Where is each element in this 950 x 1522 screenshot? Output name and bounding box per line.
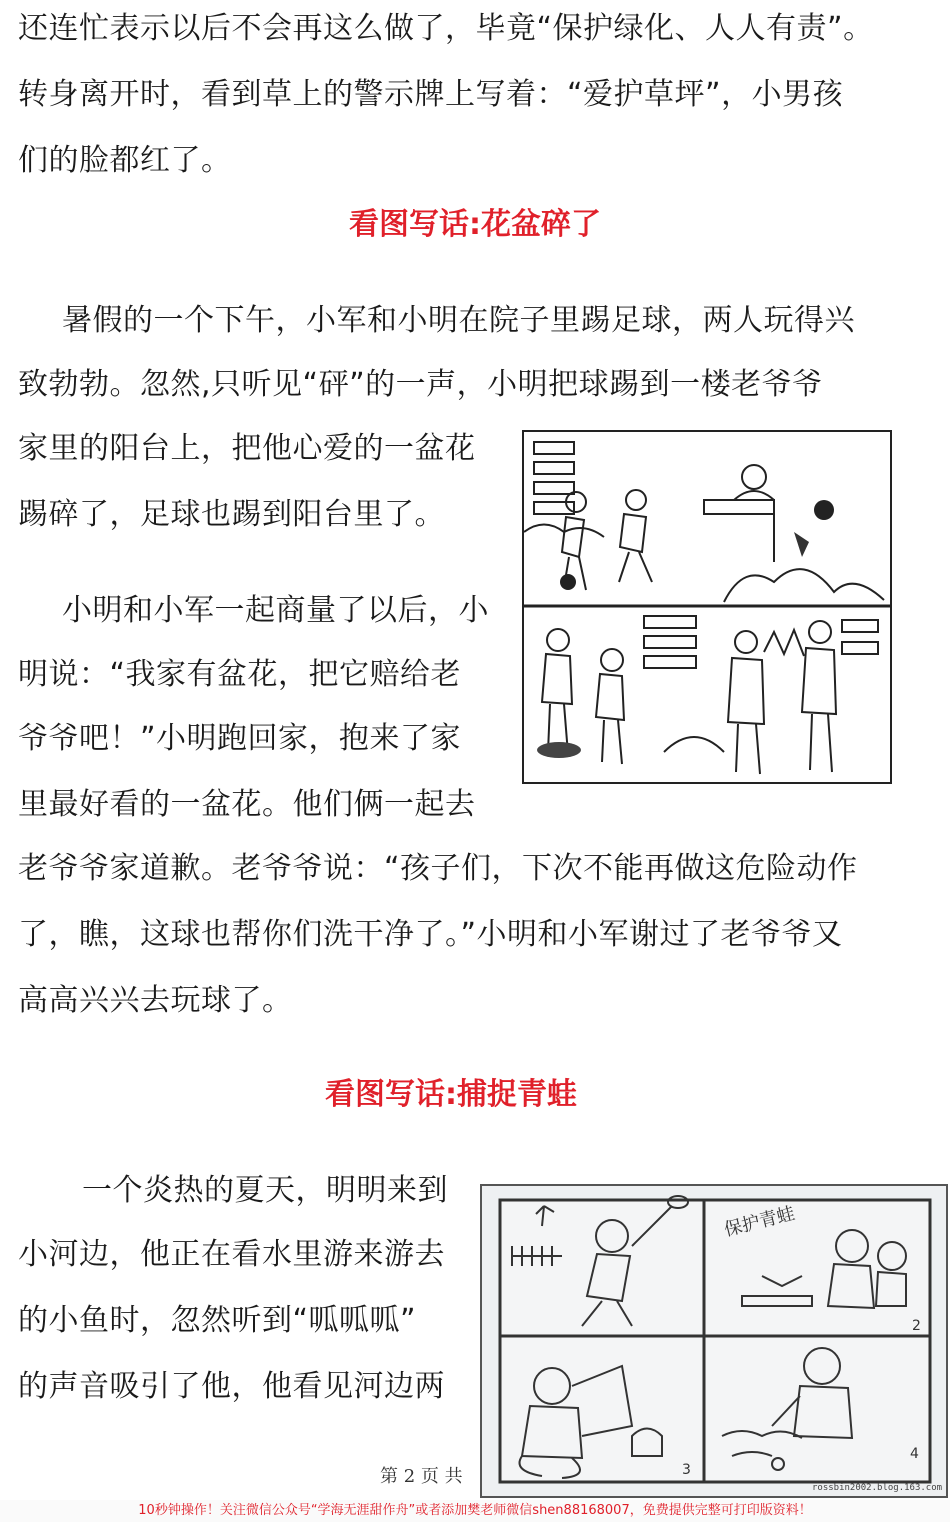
story1-line: 家里的阳台上，把他心爱的一盆花 [18,431,476,466]
promo-banner: 10秒钟操作！关注微信公众号“学海无涯甜作舟”或者添加樊老师微信shen88168007，免费提供完整可打印版资料！ [0,1500,950,1522]
intro-line: 转身离开时，看到草上的警示牌上写着：“爱护草坪”，小男孩 [18,77,844,112]
frog-illustration [480,1184,948,1498]
panel-number: 2 [912,1318,921,1334]
story1-line: 了，瞧，这球也帮你们洗干净了。”小明和小军谢过了老爷爷又 [18,917,843,952]
story2-line: 的声音吸引了他，他看见河边两 [18,1369,445,1404]
frog-sketch [482,1186,946,1496]
story1-line: 明说：“我家有盆花，把它赔给老 [18,657,462,692]
story1-line: 爷爷吧！”小明跑回家，抱来了家 [18,721,462,756]
story2-line: 的小鱼时，忽然听到“呱呱呱” [18,1303,417,1338]
intro-line: 们的脸都红了。 [18,143,232,178]
story1-line: 小明和小军一起商量了以后，小 [62,593,489,628]
story1-line: 踢碎了，足球也踢到阳台里了。 [18,497,445,532]
story2-line: 小河边，他正在看水里游来游去 [18,1237,445,1272]
story1-line: 高高兴兴去玩球了。 [18,983,293,1018]
story1-line: 致勃勃。忽然,只听见“砰”的一声，小明把球踢到一楼老爷爷 [18,367,823,402]
flowerpot-illustration [522,430,892,784]
image-credit: rossbin2002.blog.163.com [812,1483,943,1493]
story1-title: 看图写话:花盆碎了 [349,207,601,242]
story2-line: 一个炎热的夏天，明明来到 [82,1173,448,1208]
story1-line: 里最好看的一盆花。他们俩一起去 [18,787,476,822]
flowerpot-sketch [524,432,890,782]
panel-number: 3 [682,1462,691,1478]
panel-number: 4 [910,1446,919,1462]
story1-line: 老爷爷家道歉。老爷爷说：“孩子们，下次不能再做这危险动作 [18,851,858,886]
story2-title: 看图写话:捕捉青蛙 [325,1077,577,1112]
story1-line: 暑假的一个下午，小军和小明在院子里踢足球，两人玩得兴 [62,303,855,338]
protect-frog-note: 保护青蛙 [722,1203,798,1241]
page-number: 第 2 页 共 [380,1466,463,1487]
intro-line: 还连忙表示以后不会再这么做了，毕竟“保护绿化、人人有责”。 [18,11,874,46]
